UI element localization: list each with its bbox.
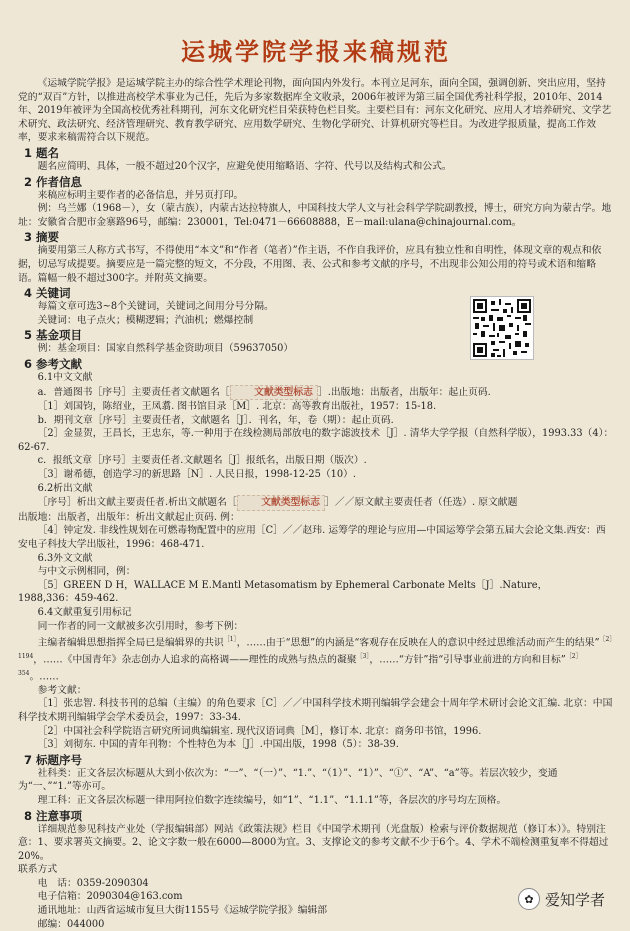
section-3-text: 摘要用第三人称方式书写，不得使用“本文”和“作者（笔者）”作主语，不作自我评价，应具有独立性和自明性，体现文章的观点和依据，切忌写成提要。摘要应是一篇完整的短文，不分段，不用图、表、公式和参考文献的序号，不出现非公知公用的符号或术语和缩略语。篇幅一般不超过300字。并附英文摘要。 <box>18 245 602 284</box>
ref-sub-3: 6.3外文文献 <box>37 552 93 564</box>
section-4-example: 关键词：电子点火；模糊逻辑；汽油机；燃爆控制 <box>37 314 254 326</box>
section-heading-1: 1 题名 <box>24 145 60 160</box>
ref-sub-1: 6.1中文文献 <box>37 371 93 383</box>
contact-heading: 联系方式 <box>18 864 58 876</box>
ref-format-d-cont: 出版地：出版者，出版年：析出文献起止页码. 例： <box>18 511 240 523</box>
ref-example-2: ［2］金显贺，王昌长，王忠东，等.一种用于在线检测局部放电的数字滤波技术［J］. 清华大学学报（自然科学版），1993.33（4）：62-67. <box>18 428 614 453</box>
ref-format-c: c．报纸文章［序号］主要责任者.文献题名［J］报纸名，出版日期（版次）. <box>37 455 367 467</box>
ref-format-b: b．期刊文章［序号］主要责任者，文献题名［J］．刊名，年，卷（期）：起止页码. <box>37 414 394 426</box>
ref-example-4: ［4］钟定发. 非线性规划在可燃毒物配置中的应用［C］／／赵玮. 运筹学的理论与应用—中国运筹学会第五届大会论文集.西安：西安电子科技大学出版社，1996：468-471. <box>18 525 606 551</box>
ref-sub-4: 6.4文献重复引用标记 <box>37 607 132 618</box>
ref-sub-2: 6.2析出文献 <box>37 482 93 494</box>
section-4-text: 每篇文章可选3~8个关键词，关键词之间用分号分隔。 <box>37 301 274 313</box>
qr-code-icon <box>470 296 534 360</box>
page-title: 运城学院学报来稿规范 <box>181 38 451 66</box>
wechat-logo-icon: ✿ <box>518 888 540 910</box>
section-7-text-2: 理工科：正文各层次标题一律用阿拉伯数字连续编号，如“1”、“1.1”、“1.1.1”等，各层次的序号均左顶格。 <box>37 794 507 806</box>
type-banner-2: 文献类型标志 <box>237 495 325 511</box>
section-1-text: 题名应简明、具体，一般不超过20个汉字，应避免使用缩略语、字符、代号以及结构式和公式。 <box>37 160 452 172</box>
ref-list-2: ［2］中国社会科学院语言研究所词典编辑室. 现代汉语词典［M］，修订本. 北京：商务印书馆，1996. <box>37 725 482 737</box>
section-heading-3: 3 摘要 <box>24 230 60 245</box>
section-2-example: 例：乌兰娜（1968－），女（蒙古族），内蒙古达拉特旗人，中国科技大学人文与社会科学学院副教授，博士，研究方向为蒙古学。地址：安徽省合肥市金寨路96号，邮编：230001，Tel:0471－66608888，E－mail:ulana@chinajournal.com。 <box>18 203 612 228</box>
ref-format-f: 同一作者的同一文献被多次引用时，参考下例： <box>37 620 244 632</box>
intro-paragraph: 《运城学院学报》是运城学院主办的综合性学术理论刊物，面向国内外发行。本刊立足河东，面向全国，强调创新、突出应用，坚持党的“双百”方针，以推进高校学术事业为己任，先后为多家数据库全文收录，2006年被评为第三届全国优秀社科学报，2010年、2014年、2019年被评为全国高校优秀社科期刊，河东文化研究栏目荣获特色栏目奖。主要栏目有：河东文化研究、应用人才培养研究、文学艺术研究、政法研究、经济管理研究、教育教学研究、应用数学研究、生物化学研究、计算机研究等栏目。为改进学报质量，提高工作效率，要求来稿需符合以下规范。 <box>18 78 612 144</box>
section-heading-2: 2 作者信息 <box>24 174 83 189</box>
section-heading-8: 8 注意事项 <box>24 808 83 823</box>
ref-example-1: ［1］刘国钧，陈绍业，王凤翥. 图书馆目录［M］. 北京：高等教育出版社，1957：15-18. <box>37 401 437 413</box>
section-5-example: 例：基金项目：国家自然科学基金资助项目（59637050） <box>37 343 294 355</box>
section-heading-6: 6 参考文献 <box>24 356 83 371</box>
section-heading-7: 7 标题序号 <box>24 752 83 767</box>
document <box>18 32 614 931</box>
contact-postcode: 邮编：044000 <box>37 918 105 930</box>
ref-format-d: ［序号］析出文献主要责任者.析出文献题名［ 文献类型标志 ］／／原文献主要责任者（任选）. 原文献题 <box>18 495 614 511</box>
contact-address: 通讯地址：山西省运城市复旦大街1155号《运城学院学报》编辑部 <box>37 905 328 917</box>
watermark-logo <box>518 888 605 910</box>
section-heading-4: 4 关键词 <box>24 286 71 301</box>
section-heading-5: 5 基金项目 <box>24 328 83 343</box>
ref-example-5-cont: 1988,336：459-462. <box>18 593 119 605</box>
ref-example-5: ［5］GREEN D H，WALLACE M E.Mantl Metasomatism by Ephemeral Carbonate Melts［J］.Nature， <box>37 579 548 591</box>
ref-list-label: 参考文献： <box>37 684 87 696</box>
ref-format-a: a．普通图书［序号］主要责任者文献题名［ 文献类型标志 ］.出版地：出版者，出版年：起止页码. <box>18 385 614 401</box>
section-7-text-1: 社科类：正文各层次标题从大到小依次为：“一”、“（一）”、“1.”、“（1）”、“1）”、“①”、“A”、“a”等。若层次较少，变通为“一、”“1.”等亦可。 <box>18 767 558 793</box>
ref-list-3: ［3］刘彻东. 中国的青年刊物：个性特色为本［J］.中国出版，1998（5）：38-39. <box>37 739 399 751</box>
type-banner: 文献类型标志 <box>230 385 318 401</box>
contact-phone: 电 话：0359-2090304 <box>37 877 149 889</box>
section-8-text: 详细规范参见科技产业处（学报编辑部）网站《政策法规》栏目《中国学术期刊（光盘版）检索与评价数据规范（修订本）》。特别注意：1、要求署英文摘要。2、论文字数一般在6000—8000为宜。3、支撑论文的参考文献不少于6个。4、学术不端检测重复率不得超过20%。 <box>18 823 609 862</box>
watermark-text: 爱知学者 <box>545 890 606 909</box>
ref-list-1: ［1］张忠智. 科技书刊的总编（主编）的角色要求［C］／／中国科学技术期刊编辑学会建会十周年学术研讨会论文汇编. 北京：中国科学技术期刊编辑学会学术委员会，1997：33-34. <box>18 698 613 723</box>
ref-repeat-example: 主编者编辑思想指挥全局已是编辑界的共识$^{[1]}$，……由于“思想”的内涵是“客观存在反映在人的意识中经过思维活动而产生的结果”$^{[2]1194}$，……《中国青年》杂志创办人追求的高格调——理性的成熟与热点的凝聚$^{[3]}$，……“方针”指“引导事业前进的方向和目标”$^{[2]354}$。…… <box>18 636 613 683</box>
contact-email: 电子信箱：2090304@163.com <box>37 891 183 903</box>
ref-example-3: ［3］谢希德，创造学习的新思路［N］. 人民日报，1998-12-25（10）. <box>37 469 357 481</box>
section-2-text: 来稿应标明主要作者的必备信息，并另页打印。 <box>37 189 244 201</box>
ref-format-e: 与中文示例相同，例： <box>37 566 136 578</box>
